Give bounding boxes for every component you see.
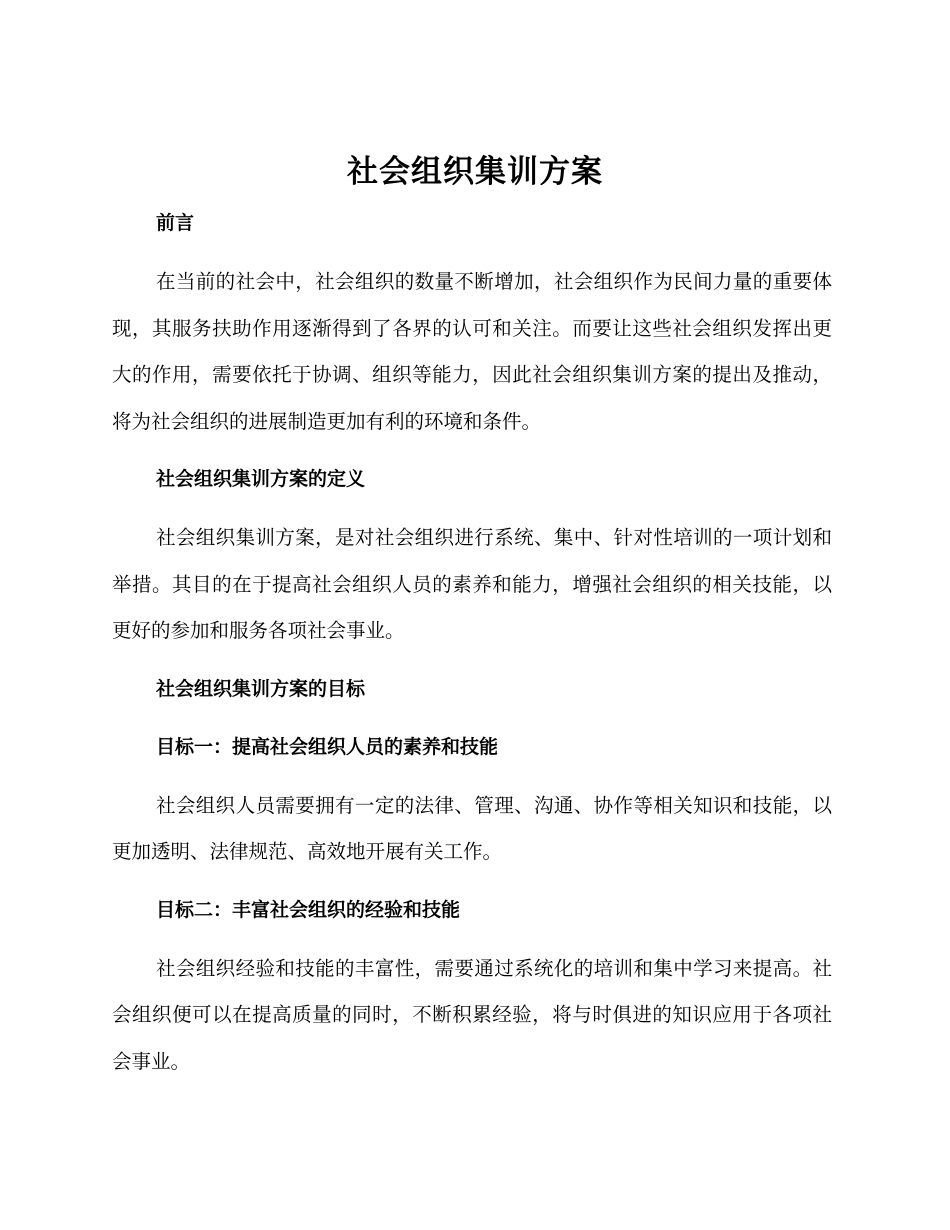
section-heading-goals: 社会组织集训方案的目标: [156, 677, 366, 700]
section-heading-goal-one: 目标一：提高社会组织人员的素养和技能: [156, 735, 499, 758]
paragraph-goal-one: 社会组织人员需要拥有一定的法律、管理、沟通、协作等相关知识和技能，以更加透明、法律规范、高效地开展有关工作。: [112, 793, 832, 863]
section-heading-goal-two: 目标二：丰富社会组织的经验和技能: [156, 898, 461, 921]
section-heading-preface: 前言: [156, 212, 195, 234]
paragraph-definition: 社会组织集训方案，是对社会组织进行系统、集中、针对性培训的一项计划和举措。其目的在于提高社会组织人员的素养和能力，增强社会组织的相关技能，以更好的参加和服务各项社会事业。: [112, 526, 832, 642]
paragraph-preface: 在当前的社会中，社会组织的数量不断增加，社会组织作为民间力量的重要体现，其服务扶助作用逐渐得到了各界的认可和关注。而要让这些社会组织发挥出更大的作用，需要依托于协调、组织等能力，因此社会组织集训方案的提出及推动，将为社会组织的进展制造更加有利的环境和条件。: [112, 270, 832, 433]
paragraph-goal-two: 社会组织经验和技能的丰富性，需要通过系统化的培训和集中学习来提高。社会组织便可以在提高质量的同时，不断积累经验，将与时俱进的知识应用于各项社会事业。: [112, 956, 832, 1073]
section-heading-definition: 社会组织集训方案的定义: [156, 468, 366, 490]
document-body: [112, 201, 832, 1097]
document-title: 社会组织集训方案: [347, 154, 603, 190]
